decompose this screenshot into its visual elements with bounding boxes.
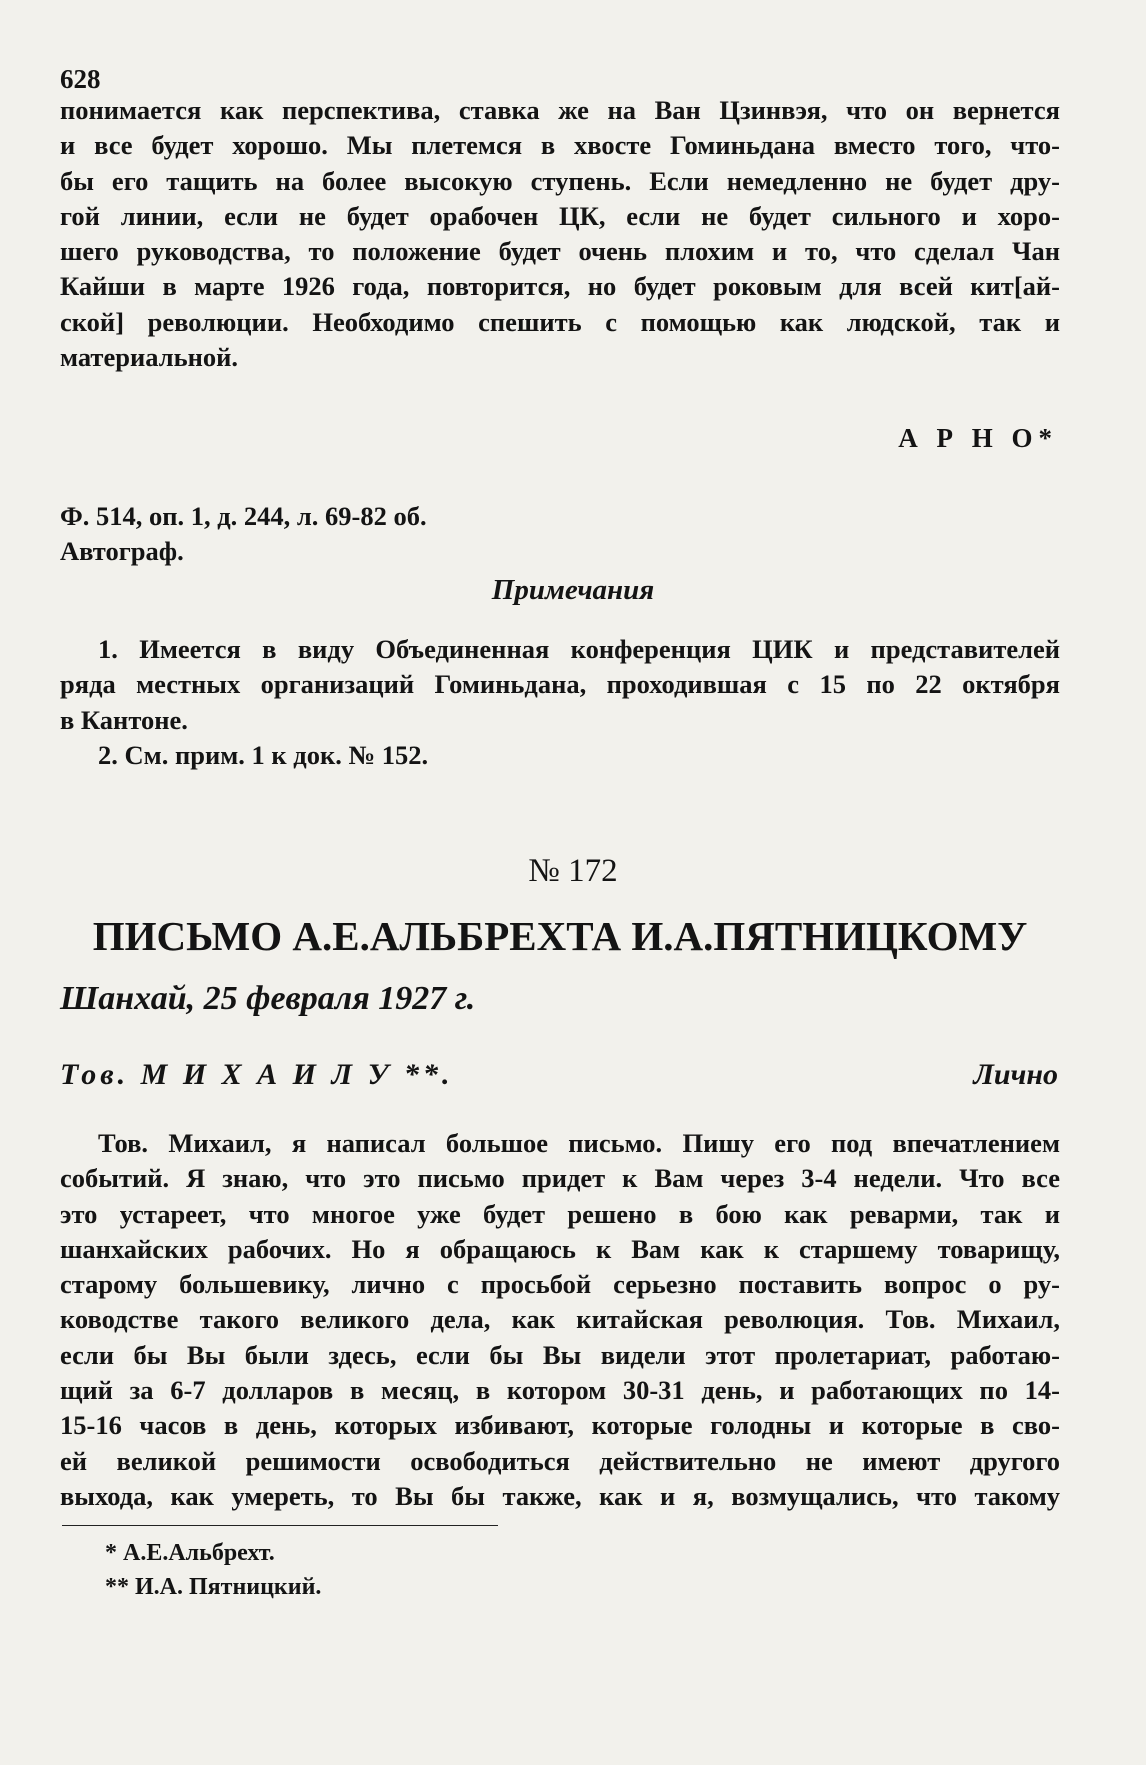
text-line: ской] революции. Необходимо спешить с помощью как людской, так и [60, 306, 1060, 337]
text-line: выхода, как умереть, то Вы бы также, как и я, возмущались, что такому [60, 1480, 1060, 1511]
text-line: событий. Я знаю, что это письмо придет к Вам через 3-4 недели. Что все [60, 1163, 1060, 1194]
text-line: шанхайских рабочих. Но я обращаюсь к Вам как к старшему товарищу, [60, 1233, 1060, 1264]
notes-heading: Примечания [491, 574, 655, 606]
text-line: старому большевику, лично с просьбой серьезно поставить вопрос о ру- [60, 1269, 1060, 1300]
text-line: гой линии, если не будет орабочен ЦК, если не будет сильного и хоро- [60, 200, 1060, 231]
note-line: 1. Имеется в виду Объединенная конференция ЦИК и представителей [98, 634, 1060, 664]
text-line: Кайши в марте 1926 года, повторится, но будет роковым для всей кит[ай- [60, 271, 1060, 302]
footnote: * А.Е.Альбрехт. [105, 1540, 275, 1566]
letter-body [60, 1126, 1060, 1514]
archive-type: Автограф. [60, 536, 184, 566]
text-line: шего руководства, то положение будет очень плохим и то, что сделал Чан [60, 236, 1060, 267]
note-line: 2. См. прим. 1 к док. № 152. [98, 739, 429, 770]
place-date: Шанхай, 25 февраля 1927 г. [60, 980, 476, 1017]
text-line: материальной. [60, 342, 238, 373]
text-line: щий за 6-7 долларов в месяц, в котором 30-31 день, и работающих по 14- [60, 1375, 1060, 1406]
notes-list [60, 632, 1060, 773]
note-line: ряда местных организаций Гоминьдана, проходившая с 15 по 22 октября [60, 669, 1060, 700]
text-line: 15-16 часов в день, которых избивают, которые голодны и которые в сво- [60, 1410, 1060, 1441]
footnote: ** И.А. Пятницкий. [105, 1574, 322, 1600]
document-title: ПИСЬМО А.Е.АЛЬБРЕХТА И.А.ПЯТНИЦКОМУ [92, 913, 1028, 959]
text-line: и все будет хорошо. Мы плетемся в хвосте Гоминьдана вместо того, что- [60, 130, 1060, 161]
text-line: ководстве такого великого дела, как китайская революция. Тов. Михаил, [60, 1304, 1060, 1335]
document-number: № 172 [528, 853, 618, 889]
personal-mark: Лично [973, 1058, 1058, 1091]
intro-paragraph [60, 93, 1060, 375]
addressee: Тов. М И Х А И Л У **. [60, 1058, 454, 1091]
footnote-divider [62, 1525, 498, 1526]
note-line: в Кантоне. [60, 704, 188, 735]
signature: А Р Н О* [898, 423, 1058, 453]
text-line: если бы Вы были здесь, если бы Вы видели этот пролетариат, работаю- [60, 1339, 1060, 1370]
archive-reference: Ф. 514, оп. 1, д. 244, л. 69-82 об. [60, 501, 427, 531]
footnotes [105, 1536, 321, 1604]
text-line: Тов. Михаил, я написал большое письмо. Пишу его под впечатлением [98, 1128, 1060, 1158]
text-line: понимается как перспектива, ставка же на Ван Цзинвэя, что он вернется [60, 95, 1060, 125]
text-line: бы его тащить на более высокую ступень. Если немедленно не будет дру- [60, 165, 1060, 196]
text-line: это устареет, что многое уже будет решено в бою как реварми, так и [60, 1198, 1060, 1229]
text-line: ей великой решимости освободиться действительно не имеют другого [60, 1445, 1060, 1476]
page-number: 628 [60, 64, 101, 94]
archive-reference-block [60, 499, 427, 569]
